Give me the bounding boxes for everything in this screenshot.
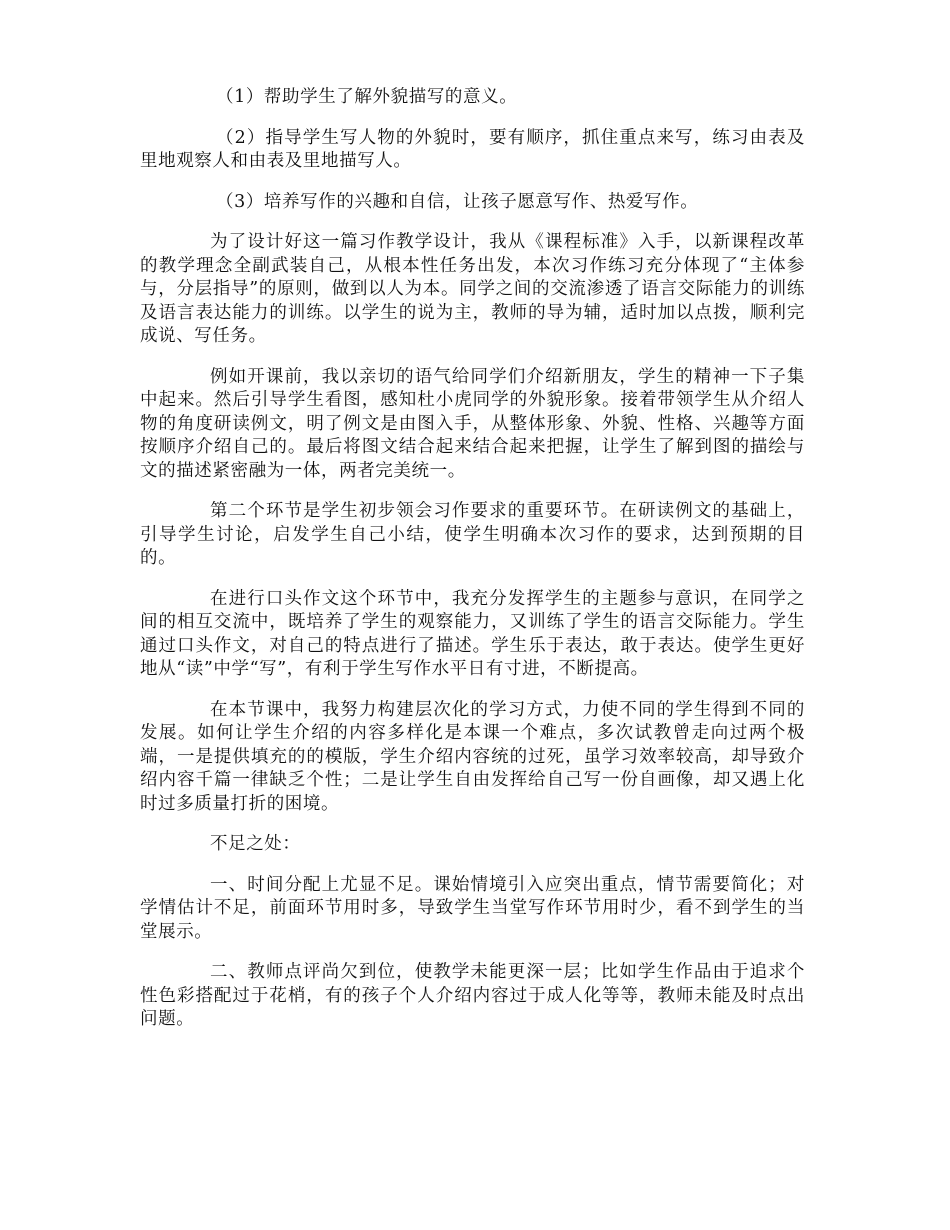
body-paragraph: 第二个环节是学生初步领会习作要求的重要环节。在研读例文的基础上，引导学生讨论，启发学生自己小结，使学生明确本次习作的要求，达到预期的目的。 [140,501,805,568]
deficiency-heading: 不足之处： [210,834,301,854]
objective-item: （1）帮助学生了解外貌描写的意义。 [216,87,518,107]
document-body [140,86,805,1049]
body-paragraph: 在本节课中，我努力构建层次化的学习方式，力使不同的学生得到不同的发展。如何让学生介绍的内容多样化是本课一个难点，多次试教曾走向过两个极端，一是提供填充的的模版，学生介绍内容统的过死，虽学习效率较高，却导致介绍内容千篇一律缺乏个性；二是让学生自由发挥给自己写一份自画像，却又遇上化时过多质量打折的困境。 [140,699,805,814]
deficiency-item: 二、教师点评尚欠到位，使教学未能更深一层；比如学生作品由于追求个性色彩搭配过于花梢，有的孩子个人介绍内容过于成人化等等，教师未能及时点出问题。 [140,962,805,1029]
body-paragraph: 在进行口头作文这个环节中，我充分发挥学生的主题参与意识，在同学之间的相互交流中，既培养了学生的观察能力，又训练了学生的语言交际能力。学生通过口头作文，对自己的特点进行了描述。学生乐于表达，敢于表达。使学生更好地从“读”中学“写”，有利于学生写作水平日有寸进，不断提高。 [140,588,805,679]
deficiency-item: 一、时间分配上尤显不足。课始情境引入应突出重点，情节需要简化；对学情估计不足，前面环节用时多，导致学生当堂写作环节用时少，看不到学生的当堂展示。 [140,874,805,942]
body-paragraph: 例如开课前，我以亲切的语气给同学们介绍新朋友，学生的精神一下子集中起来。然后引导学生看图，感知杜小虎同学的外貌形象。接着带领学生从介绍人物的角度研读例文，明了例文是由图入手，从整体形象、外貌、性格、兴趣等方面按顺序介绍自己的。最后将图文结合起来结合起来把握，让学生了解到图的描绘与文的描述紧密融为一体，两者完美统一。 [140,366,805,481]
objective-item: （3）培养写作的兴趣和自信，让孩子愿意写作、热爱写作。 [216,191,699,212]
objective-item: （2）指导学生写人物的外貌时，要有顺序，抓住重点来写，练习由表及里地观察人和由表及里地描写人。 [140,127,805,171]
body-paragraph: 为了设计好这一篇习作教学设计，我从《课程标准》入手，以新课程改革的教学理念全副武装自己，从根本性任务出发，本次习作练习充分体现了“主体参与，分层指导”的原则，做到以人为本。同学之间的交流渗透了语言交际能力的训练及语言表达能力的训练。以学生的说为主，教师的导为辅，适时加以点拨，顺利完成说、写任务。 [140,232,805,346]
